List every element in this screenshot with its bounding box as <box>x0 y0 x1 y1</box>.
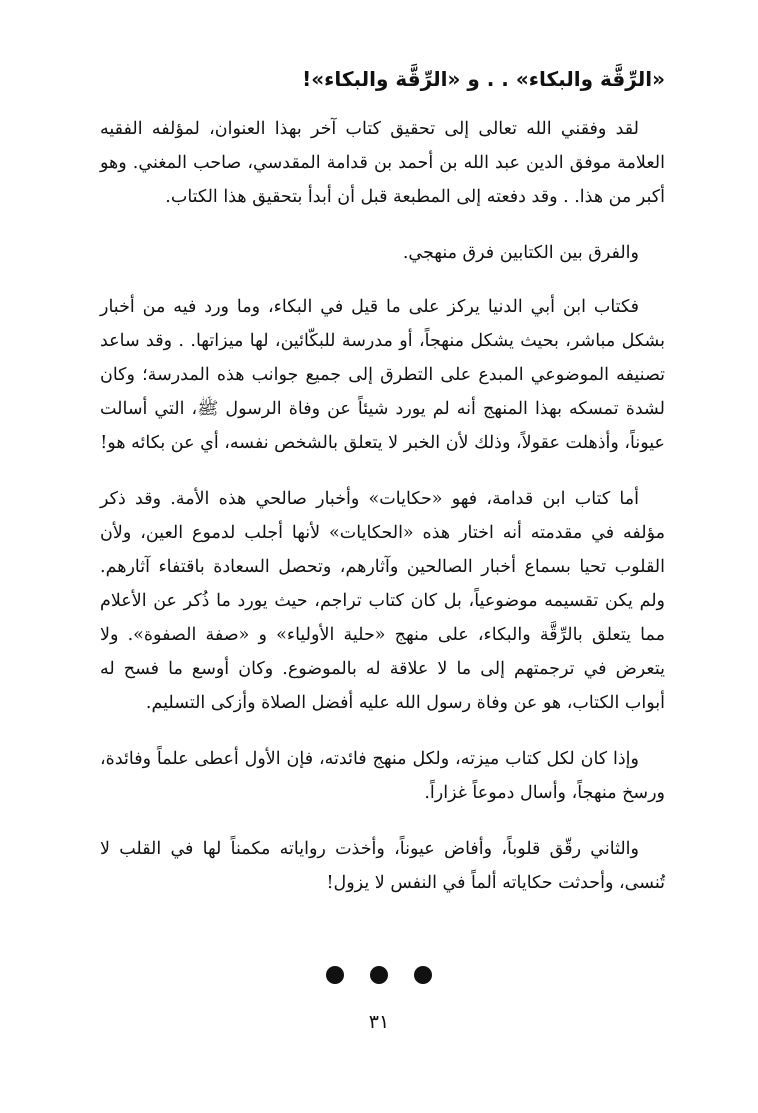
section-separator-dots-icon <box>0 966 758 990</box>
paragraph-second-book: والثاني رقّق قلوباً، وأفاض عيوناً، وأخذت رواياته مكمناً لها في القلب لا تُنسى، وأحدثت حكاياته ألماً في النفس لا يزول! <box>100 839 665 893</box>
paragraph-intro: لقد وفقني الله تعالى إلى تحقيق كتاب آخر بهذا العنوان، لمؤلفه الفقيه العلامة موفق الدين عبد الله بن أحمد بن قدامة المقدسي، صاحب المغني. وهو أكبر من هذا. . وقد دفعته إلى المطبعة قبل أن أبدأ بتحقيق هذا الكتاب. <box>100 119 665 207</box>
paragraph-merits: وإذا كان لكل كتاب ميزته، ولكل منهج فائدته، فإن الأول أعطى علماً وفائدة، ورسخ منهجاً، وأسال دموعاً غزاراً. <box>100 749 665 803</box>
paragraph-ibn-qudama: أما كتاب ابن قدامة، فهو «حكايات» وأخبار صالحي هذه الأمة. وقد ذكر مؤلفه في مقدمته أنه اختار هذه «الحكايات» لأنها أجلب لدموع العين، ولأن القلوب تحيا بسماع أخبار الصالحين وآثارهم، وتحصل السعادة باقتفاء آثارهم. ولم يكن تقسيمه موضوعياً، بل كان كتاب تراجم، حيث يورد ما ذُكر عن الأعلام مما يتعلق بالرِّقَّة والبكاء، على منهج «حلية الأولياء» و «صفة الصفوة». ولا يتعرض في ترجمتهم إلى ما لا علاقة له بالموضوع. وكان أوسع ما فسح له أبواب الكتاب، هو عن وفاة رسول الله عليه أفضل الصلاة وأزكى التسليم. <box>100 489 665 713</box>
section-heading: «الرِّقَّة والبكاء» . . و «الرِّقَّة والبكاء»! <box>302 67 665 91</box>
page-number: ٣١ <box>368 1011 390 1033</box>
paragraph-ibn-abi-al-dunya: فكتاب ابن أبي الدنيا يركز على ما قيل في البكاء، وما ورد فيه من أخبار بشكل مباشر، بحيث يشكل منهجاً، أو مدرسة للبكّائين، لها ميزاتها. . وقد ساعد تصنيفه الموضوعي المبدع على التطرق إلى جميع جوانب هذه المدرسة؛ وكان لشدة تمسكه بهذا المنهج أنه لم يورد شيئاً عن وفاة الرسول ﷺ، التي أسالت عيوناً، وأذهلت عقولاً، وذلك لأن الخبر لا يتعلق بالشخص نفسه، أي عن بكائه هو! <box>100 297 665 453</box>
dot-icon <box>326 966 344 984</box>
page-body <box>100 62 665 922</box>
dot-icon <box>414 966 432 984</box>
dot-icon <box>370 966 388 984</box>
paragraph-difference: والفرق بين الكتابين فرق منهجي. <box>402 243 639 263</box>
